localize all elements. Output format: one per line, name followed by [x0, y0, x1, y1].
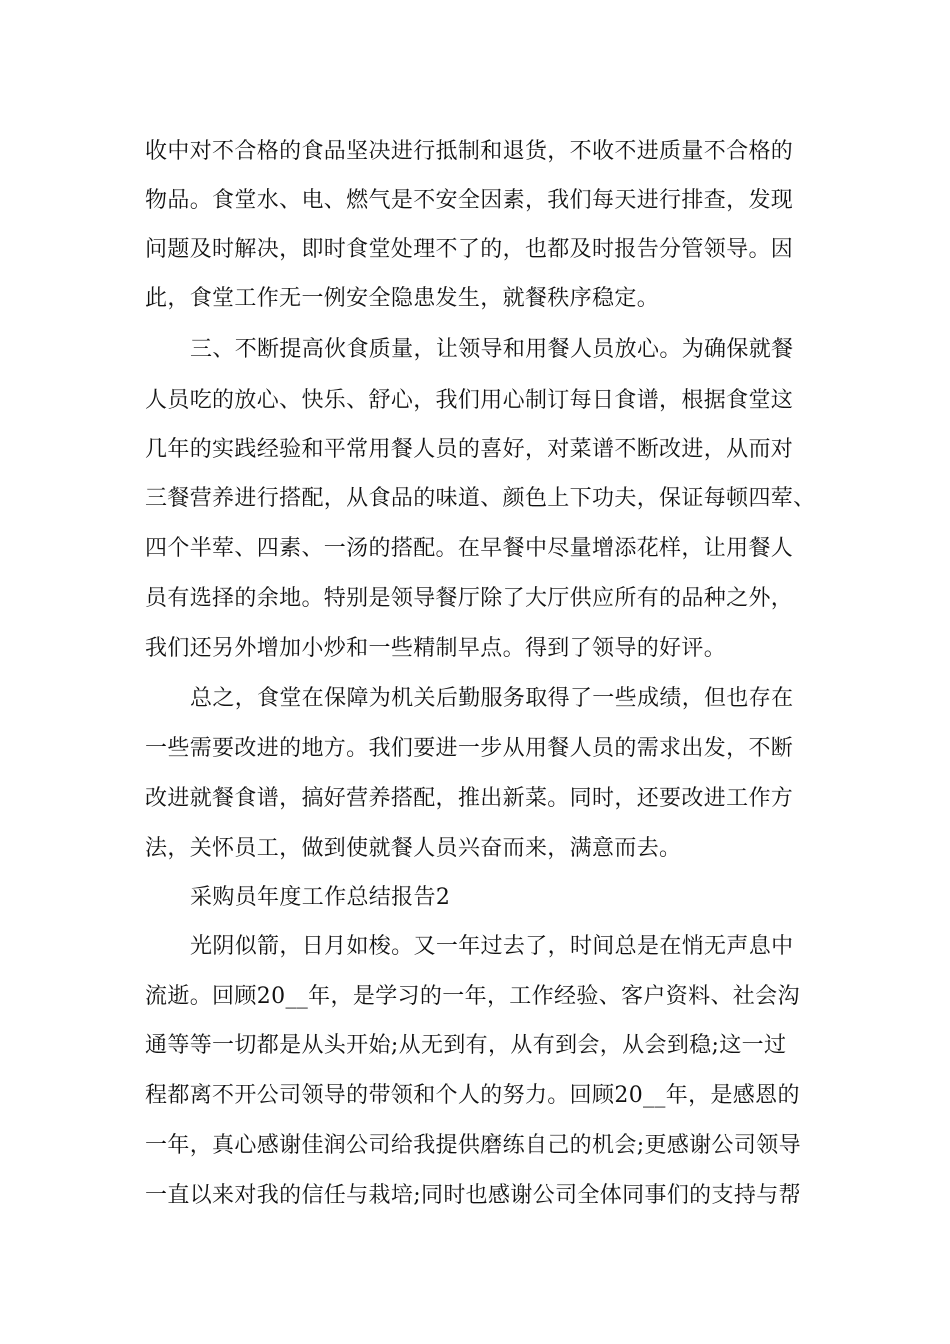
paragraph-line: 我们还另外增加小炒和一些精制早点。得到了领导的好评。 [145, 636, 727, 661]
paragraph-line: 几年的实践经验和平常用餐人员的喜好，对菜谱不断改进，从而对 [145, 437, 794, 462]
paragraph-line: 通等等一切都是从头开始;从无到有，从有到会，从会到稳;这一过 [145, 1033, 787, 1058]
paragraph-first-line: 三、不断提高伙食质量，让领导和用餐人员放心。为确保就餐 [190, 337, 794, 362]
paragraph-line: 物品。食堂水、电、燃气是不安全因素，我们每天进行排查，发现 [145, 188, 794, 213]
paragraph-first-line: 光阴似箭，日月如梭。又一年过去了，时间总是在悄无声息中 [190, 934, 794, 959]
paragraph-line: 一直以来对我的信任与栽培;同时也感谢公司全体同事们的支持与帮 [145, 1183, 801, 1208]
paragraph-line: 此，食堂工作无一例安全隐患发生，就餐秩序稳定。 [145, 286, 660, 311]
section-heading: 采购员年度工作总结报告2 [190, 885, 451, 910]
paragraph-line: 四个半荤、四素、一汤的搭配。在早餐中尽量增添花样，让用餐人 [145, 536, 794, 561]
paragraph-line: 问题及时解决，即时食堂处理不了的，也都及时报告分管领导。因 [145, 237, 794, 262]
paragraph-line: 三餐营养进行搭配，从食品的味道、颜色上下功夫，保证每顿四荤、 [145, 486, 816, 511]
paragraph-line: 流逝。回顾20__年，是学习的一年，工作经验、客户资料、社会沟 [145, 984, 800, 1009]
paragraph-line: 程都离不开公司领导的带领和个人的努力。回顾20__年，是感恩的 [145, 1083, 800, 1108]
paragraph-line: 改进就餐食谱，搞好营养搭配，推出新菜。同时，还要改进工作方 [145, 786, 794, 811]
paragraph-line: 法，关怀员工，做到使就餐人员兴奋而来，满意而去。 [145, 836, 682, 861]
paragraph-line: 收中对不合格的食品坚决进行抵制和退货，不收不进质量不合格的 [145, 139, 794, 164]
paragraph-line: 员有选择的余地。特别是领导餐厅除了大厅供应所有的品种之外， [145, 586, 794, 611]
paragraph-line: 一年，真心感谢佳润公司给我提供磨练自己的机会;更感谢公司领导 [145, 1133, 801, 1158]
paragraph-line: 一些需要改进的地方。我们要进一步从用餐人员的需求出发，不断 [145, 736, 794, 761]
paragraph-line: 人员吃的放心、快乐、舒心，我们用心制订每日食谱，根据食堂这 [145, 388, 794, 413]
paragraph-first-line: 总之，食堂在保障为机关后勤服务取得了一些成绩，但也存在 [190, 686, 794, 711]
